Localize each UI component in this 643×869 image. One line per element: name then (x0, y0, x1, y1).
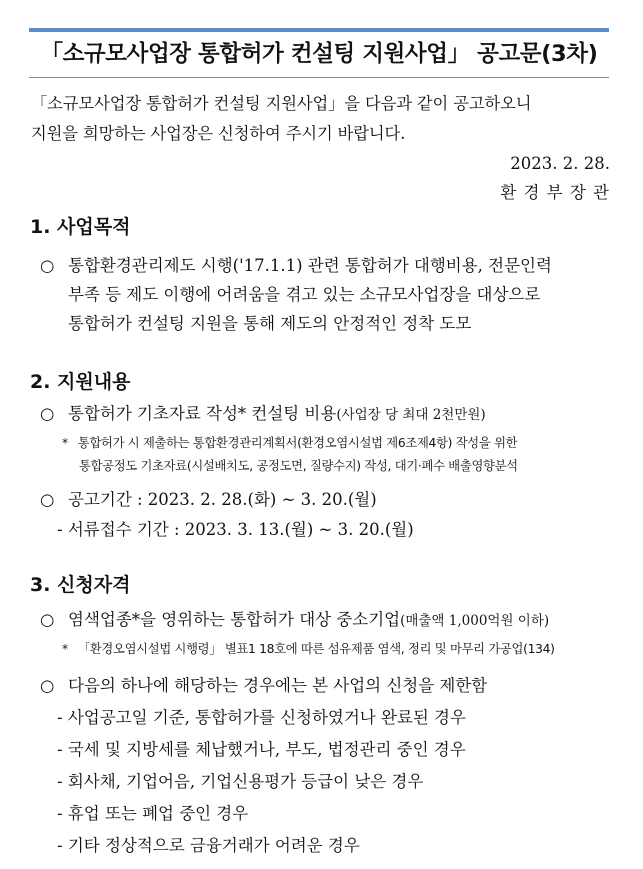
document-title: 「소규모사업장 통합허가 컨설팅 지원사업」 공고문(3차) (40, 41, 598, 67)
title-bottom-rule (29, 77, 609, 78)
bullet-circle-icon: ○ (40, 404, 55, 423)
section-1-line-2: 부족 등 제도 이행에 어려움을 겪고 있는 소규모사업장을 대상으로 (68, 285, 541, 304)
bullet-circle-icon: ○ (40, 676, 55, 695)
bullet-circle-icon: ○ (40, 256, 55, 275)
section-3-heading: 3. 신청자격 (30, 574, 131, 596)
bullet-circle-icon: ○ (40, 490, 55, 509)
announcement-signer: 환 경 부 장 관 (500, 183, 610, 202)
section-2-heading: 2. 지원내용 (30, 371, 131, 393)
list-item: - 국세 및 지방세를 체납했거나, 부도, 법정관리 중인 경우 (57, 740, 466, 759)
section-2-footnote-1: * 통합허가 시 제출하는 통합환경관리계획서(환경오염시설법 제6조제4항) 작성을 위한 (62, 436, 518, 450)
section-2-item-2: ○ 공고기간 : 2023. 2. 28.(화) ~ 3. 20.(월) (40, 490, 377, 509)
footnote-mark: * (62, 642, 68, 656)
section-2-subitem: - 서류접수 기간 : 2023. 3. 13.(월) ~ 3. 20.(월) (57, 520, 414, 539)
bullet-circle-icon: ○ (40, 610, 55, 629)
intro-line-1: 「소규모사업장 통합허가 컨설팅 지원사업」을 다음과 같이 공고하오니 (31, 94, 532, 113)
section-2-item-1: ○ 통합허가 기초자료 작성* 컨설팅 비용(사업장 당 최대 2천만원) (40, 404, 486, 423)
list-item: - 회사채, 기업어음, 기업신용평가 등급이 낮은 경우 (57, 772, 424, 791)
section-1-heading: 1. 사업목적 (30, 216, 131, 238)
footnote-mark: * (62, 436, 68, 450)
section-1-item: ○ 통합환경관리제도 시행('17.1.1) 관련 통합허가 대행비용, 전문인력 (40, 256, 552, 275)
section-3-item-1: ○ 염색업종*을 영위하는 통합허가 대상 중소기업(매출액 1,000억원 이하) (40, 610, 550, 629)
intro-line-2: 지원을 희망하는 사업장은 신청하여 주시기 바랍니다. (31, 124, 406, 143)
list-item: - 휴업 또는 폐업 중인 경우 (57, 804, 249, 823)
section-2-footnote-2: 통합공정도 기초자료(시설배치도, 공정도면, 질량수지) 작성, 대기·폐수 배출영향분석 (79, 459, 518, 473)
section-1-line-3: 통합허가 컨설팅 지원을 통해 제도의 안정적인 정착 도모 (68, 314, 472, 333)
list-item: - 사업공고일 기준, 통합허가를 신청하였거나 완료된 경우 (57, 708, 466, 727)
section-3-item-2: ○ 다음의 하나에 해당하는 경우에는 본 사업의 신청을 제한함 (40, 676, 488, 695)
announcement-date: 2023. 2. 28. (510, 154, 610, 173)
section-3-footnote-1: * 「환경오염시설법 시행령」 별표1 18호에 따른 섬유제품 염색, 정리 및 마무리 가공업(134) (62, 642, 555, 656)
list-item: - 기타 정상적으로 금융거래가 어려운 경우 (57, 836, 360, 855)
